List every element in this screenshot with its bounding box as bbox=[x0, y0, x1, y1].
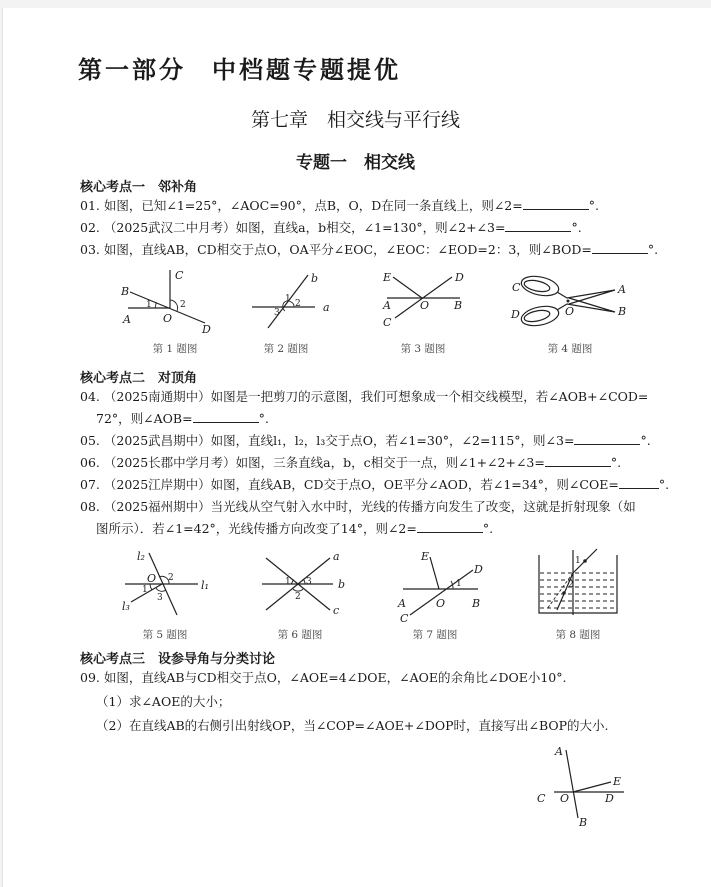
answer-blank[interactable] bbox=[545, 453, 611, 467]
question-07: 07. （2025江岸期中）如图，直线AB，CD交于点O，OE平分∠AOD，若∠1=34°，则∠COE= °. bbox=[80, 477, 670, 492]
answer-blank[interactable] bbox=[619, 475, 659, 489]
blade-upper bbox=[557, 290, 615, 304]
question-06: 06. （2025长郡中学月考）如图，三条直线a，b，c相交于一点，则∠1+∠2+∠3= °. bbox=[80, 455, 622, 470]
section-heading-2: 核心考点二 对顶角 bbox=[80, 371, 198, 386]
figure-4-scissors bbox=[505, 268, 630, 333]
question-08: 08. （2025福州期中）当光线从空气射入水中时，光线的传播方向发生了改变，这就是折射现象（如 bbox=[80, 499, 636, 514]
figure-7-caption: 第 7 题图 bbox=[412, 629, 458, 641]
label-a: A bbox=[398, 597, 406, 610]
answer-blank[interactable] bbox=[523, 196, 589, 210]
label-c: C bbox=[175, 269, 184, 282]
label-l2: l₂ bbox=[137, 550, 145, 563]
question-05: 05. （2025武昌期中）如图，直线l₁，l₂，l₃交于点O，若∠1=30°，∠2=115°，则∠3= °. bbox=[80, 433, 651, 448]
question-09-part-2: （2）在直线AB的右侧引出射线OP，当∠COP=∠AOE+∠DOP时，直接写出∠BOP的大小. bbox=[96, 718, 609, 733]
figure-5-caption: 第 5 题图 bbox=[142, 629, 188, 641]
label-angle-1: 1 bbox=[142, 585, 148, 595]
label-angle-2: 2 bbox=[568, 580, 574, 590]
label-c: c bbox=[333, 604, 340, 617]
figure-6 bbox=[255, 550, 355, 620]
figure-6-caption: 第 6 题图 bbox=[277, 629, 323, 641]
section-heading-3: 核心考点三 设参导角与分类讨论 bbox=[80, 652, 276, 667]
label-e: E bbox=[421, 550, 430, 563]
answer-blank[interactable] bbox=[505, 218, 571, 232]
label-e: E bbox=[383, 271, 392, 284]
label-a: a bbox=[323, 301, 330, 314]
label-a: A bbox=[383, 299, 391, 312]
figure-7 bbox=[370, 545, 483, 625]
figure-1-caption: 第 1 题图 bbox=[152, 343, 198, 355]
label-angle-2: 2 bbox=[295, 592, 301, 602]
label-d: D bbox=[511, 308, 520, 321]
ray-oe bbox=[393, 277, 422, 298]
section-heading-1: 核心考点一 邻补角 bbox=[80, 180, 198, 195]
answer-blank[interactable] bbox=[193, 409, 259, 423]
angle-2-arc bbox=[291, 302, 294, 307]
part-title-main: 第一部分 bbox=[78, 55, 186, 84]
pivot-o bbox=[567, 300, 570, 303]
label-c: C bbox=[512, 281, 521, 294]
label-o: O bbox=[565, 305, 575, 318]
label-c: C bbox=[537, 792, 546, 805]
question-01: 01. 如图，已知∠1=25°，∠AOC=90°，点B，O，D在同一条直线上，则∠2= °. bbox=[80, 198, 599, 213]
question-09: 09. 如图，直线AB与CD相交于点O，∠AOE=4∠DOE，∠AOE的余角比∠DOE小10°. bbox=[80, 670, 567, 685]
arrow-incident bbox=[583, 559, 587, 563]
label-angle-3: 3 bbox=[306, 577, 312, 587]
chapter-title: 第七章 相交线与平行线 bbox=[250, 109, 460, 131]
answer-blank[interactable] bbox=[574, 431, 640, 445]
label-o: O bbox=[420, 299, 430, 312]
figure-1 bbox=[110, 265, 220, 335]
figure-3-caption: 第 3 题图 bbox=[400, 343, 446, 355]
question-02: 02. （2025武汉二中月考）如图，直线a，b相交，∠1=130°，则∠2+∠3= °. bbox=[80, 220, 582, 235]
angle-3-arc bbox=[303, 579, 305, 584]
label-o: O bbox=[436, 597, 446, 610]
figure-2 bbox=[245, 265, 355, 335]
question-09-part-1: （1）求∠AOE的大小； bbox=[96, 694, 231, 709]
label-b: b bbox=[311, 272, 319, 285]
label-angle-1: 1 bbox=[456, 579, 462, 589]
label-d: D bbox=[474, 563, 483, 576]
figure-3 bbox=[370, 265, 480, 335]
figure-4-caption: 第 4 题图 bbox=[547, 343, 593, 355]
label-b: B bbox=[579, 816, 588, 829]
label-b: B bbox=[121, 285, 130, 298]
part-title bbox=[78, 50, 401, 85]
part-title-sub: 中档题专题提优 bbox=[212, 55, 401, 84]
label-angle-2: 2 bbox=[168, 573, 174, 583]
label-l1: l₁ bbox=[201, 579, 209, 592]
label-angle-1: 1 bbox=[146, 300, 152, 310]
label-o: O bbox=[147, 572, 157, 585]
figure-5 bbox=[110, 540, 220, 625]
label-o: O bbox=[163, 312, 173, 325]
label-angle-3: 3 bbox=[157, 593, 163, 603]
label-angle-1: 1 bbox=[285, 294, 291, 304]
label-a: A bbox=[618, 283, 626, 296]
label-a: a bbox=[333, 550, 340, 563]
topic-title: 专题一 相交线 bbox=[296, 153, 415, 173]
label-angle-1: 1 bbox=[285, 577, 291, 587]
answer-blank[interactable] bbox=[592, 240, 648, 254]
label-angle-1: 1 bbox=[575, 556, 581, 566]
line-ab bbox=[566, 750, 578, 818]
ray-oe bbox=[430, 557, 439, 589]
label-b: B bbox=[454, 299, 463, 312]
label-o: O bbox=[560, 792, 570, 805]
label-b: b bbox=[338, 578, 346, 591]
ray-oe bbox=[573, 782, 611, 792]
question-08-cont: 图所示）．若∠1=42°，光线传播方向改变了14°，则∠2= °. bbox=[96, 521, 494, 536]
figure-8-refraction bbox=[535, 545, 620, 620]
label-e: E bbox=[613, 775, 622, 788]
question-04: 04. （2025南通期中）如图是一把剪刀的示意图，我们可想象成一个相交线模型，若∠AOB+∠COD= bbox=[80, 389, 649, 404]
figure-9 bbox=[525, 740, 635, 830]
label-c: C bbox=[383, 316, 392, 329]
angle-2-arc bbox=[293, 589, 303, 591]
label-angle-3: 3 bbox=[274, 308, 280, 318]
question-04-cont: 72°，则∠AOB= °. bbox=[96, 411, 269, 426]
label-d: D bbox=[202, 323, 211, 336]
label-c: C bbox=[400, 612, 409, 625]
label-b: B bbox=[472, 597, 481, 610]
label-d: D bbox=[605, 792, 614, 805]
label-b: B bbox=[618, 305, 627, 318]
question-03: 03. 如图，直线AB，CD相交于点O，OA平分∠EOC，∠EOC：∠EOD=2：3，则∠BOD= °. bbox=[80, 242, 659, 257]
label-a: A bbox=[123, 313, 131, 326]
label-l3: l₃ bbox=[122, 600, 130, 613]
label-a: A bbox=[555, 745, 563, 758]
label-angle-2: 2 bbox=[295, 299, 301, 309]
label-angle-2: 2 bbox=[180, 300, 186, 310]
figure-2-caption: 第 2 题图 bbox=[263, 343, 309, 355]
answer-blank[interactable] bbox=[417, 519, 483, 533]
figure-8-caption: 第 8 题图 bbox=[555, 629, 601, 641]
arrow-refracted bbox=[562, 591, 566, 595]
label-d: D bbox=[455, 271, 464, 284]
